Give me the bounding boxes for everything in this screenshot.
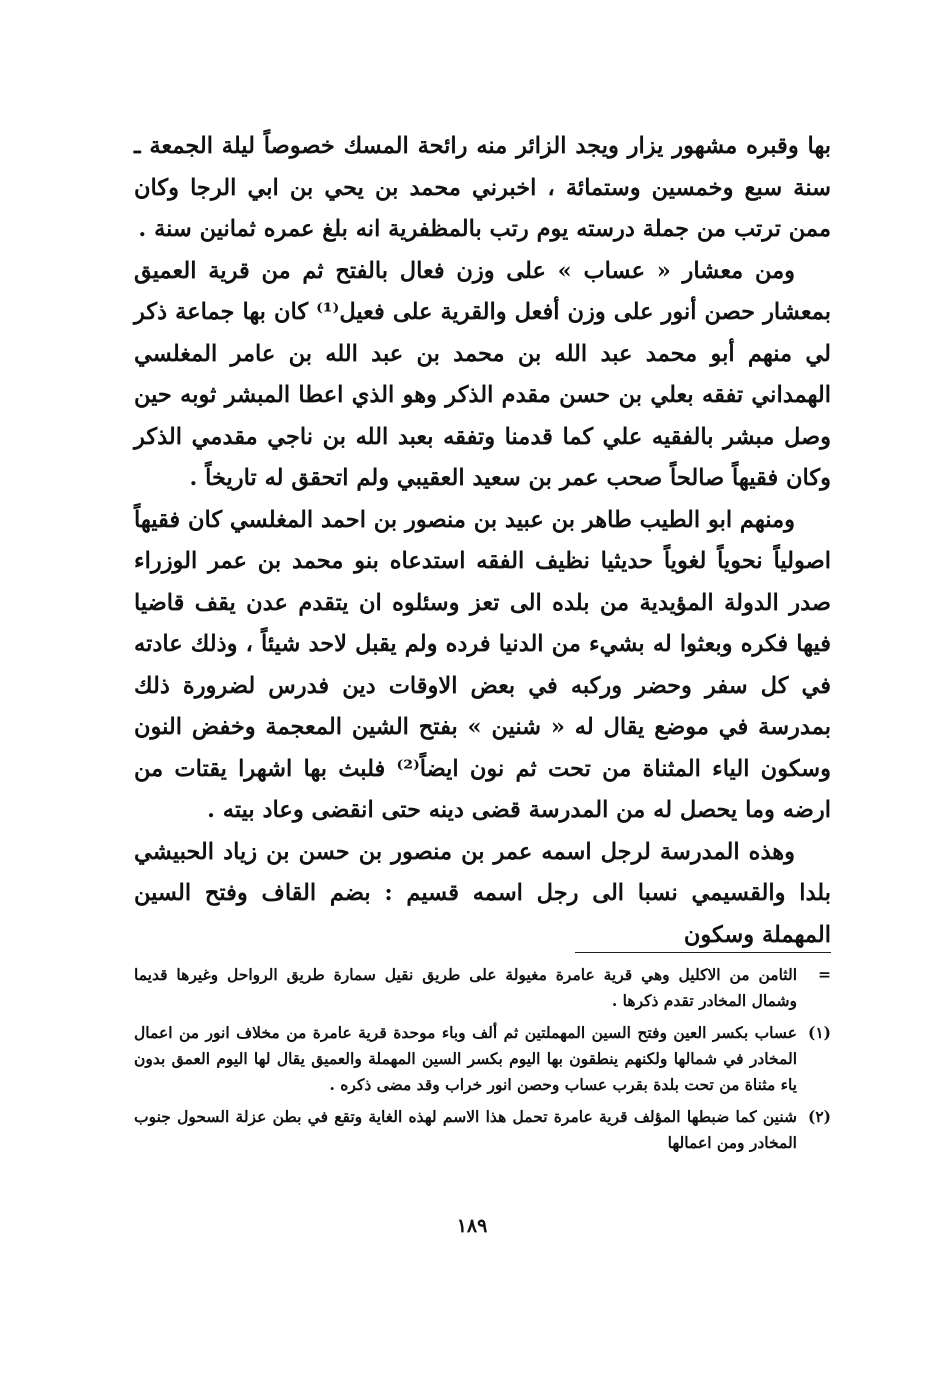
footnote-text: شنين كما ضبطها المؤلف قرية عامرة تحمل هذا الاسم لهذه الغاية وتقع في بطن عزلة السحول جنوب المخادر ومن اعمالها (134, 1107, 797, 1152)
paragraph-2: ومن معشار « عساب » على وزن فعال بالفتح ثم من قرية العميق بمعشار حصن أنور على وزن أفعل والقرية على فعيل⁽¹⁾ كان بها جماعة ذكر لي منهم أبو محمد عبد الله بن محمد بن عبد الله بن عامر المغلسي الهمداني تفقه بعلي بن حسن مقدم الذكر وهو الذي اعطا المبشر ثوبه حين وصل مبشر بالفقيه علي كما قدمنا وتفقه بعبد الله بن ناجي مقدمي الذكر وكان فقيهاً صالحاً صحب عمر بن سعيد العقيبي ولم اتحقق له تاريخاً . (134, 257, 831, 491)
footnote-divider (575, 952, 831, 953)
footnote-marker: (٢) (807, 1107, 831, 1126)
main-text-body (134, 126, 831, 956)
footnotes-section (134, 962, 831, 1162)
footnote-marker: = (818, 965, 831, 984)
footnote-marker: (١) (807, 1023, 831, 1042)
page-number: ١٨٩ (456, 1215, 488, 1237)
paragraph-4: وهذه المدرسة لرجل اسمه عمر بن منصور بن حسن بن زياد الحبيشي بلدا والقسيمي نسبا الى رجل اسمه قسيم : بضم القاف وفتح السين المهملة وسكون (134, 838, 831, 948)
footnote-continued (134, 962, 831, 1014)
paragraph-1: بها وقبره مشهور يزار ويجد الزائر منه رائحة المسك خصوصاً ليلة الجمعة ـ سنة سبع وخمسين وستمائة ، اخبرني محمد بن يحي بن ابي الرجا وكان ممن ترتب من جملة درسته يوم رتب بالمظفرية انه بلغ عمره ثمانين سنة . (134, 133, 831, 242)
footnote-text: عساب بكسر العين وفتح السين المهملتين ثم ألف وباء موحدة قرية عامرة من مخلاف انور من اعمال المخادر في شمالها ولكنهم ينطقون بها اليوم بكسر السين المهملة والعميق يقال لها اليوم العمق بدون ياء مثناة من تحت بلدة بقرب عساب وحصن انور خراب وقد مضى ذكره . (134, 1023, 797, 1094)
paragraph-3: ومنهم ابو الطيب طاهر بن عبيد بن منصور بن احمد المغلسي كان فقيهاً اصولياً نحوياً لغوياً حديثيا نظيف الفقه استدعاه بنو محمد بن عمر الوزراء صدر الدولة المؤيدية من بلده الى تعز وسئلوه ان يتقدم عدن يقف قاضيا فيها فكره وبعثوا له بشيء من الدنيا فرده ولم يقبل لاحد شيئاً ، وذلك عادته في كل سفر وحضر وركبه في بعض الاوقات دين فدرس لضرورة ذلك بمدرسة في موضع يقال له « شنين » بفتح الشين المعجمة وخفض النون وسكون الياء المثناة من تحت ثم نون ايضاً⁽²⁾ فلبث بها اشهرا يقتات من ارضه وما يحصل له من المدرسة قضى دينه حتى انقضى وعاد بيته . (134, 506, 831, 823)
footnote-2 (134, 1104, 831, 1156)
footnote-text: الثامن من الاكليل وهي قرية عامرة مغيولة على طريق نقيل سمارة طريق الرواحل وغيرها قديما وشمال المخادر تقدم ذكرها . (134, 965, 797, 1010)
footnote-1 (134, 1020, 831, 1098)
